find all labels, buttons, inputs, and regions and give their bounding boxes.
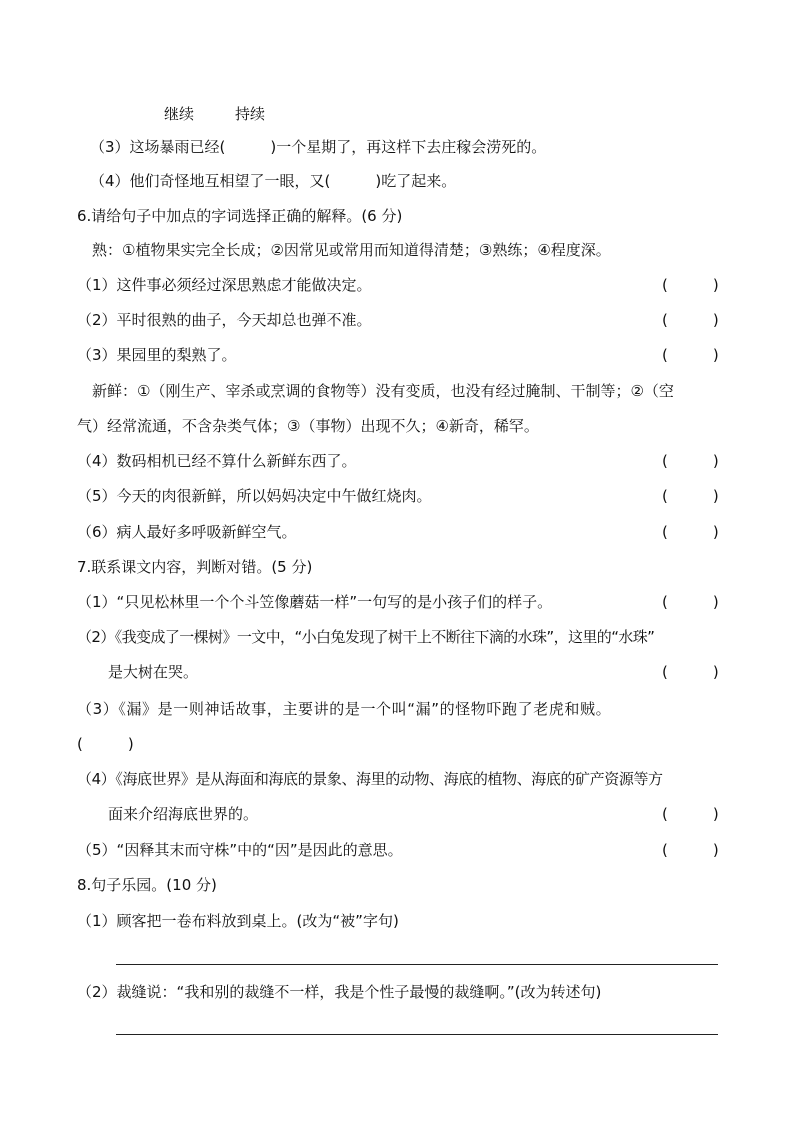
- q7-sentence-3: （3）《漏》是一则神话故事，主要讲的是一个叫“漏”的怪物吓跑了老虎和贼。: [77, 700, 612, 718]
- q5-sentence-4: （4）他们奇怪地互相望了一眼，又( )吃了起来。: [90, 172, 457, 190]
- q6-answer-4[interactable]: ( ): [662, 452, 719, 470]
- q6-sentence-1: （1）这件事必须经过深思熟虑才能做决定。: [77, 276, 372, 294]
- q5-sentence-3: （3）这场暴雨已经( )一个星期了，再这样下去庄稼会涝死的。: [90, 138, 547, 156]
- q6-answer-5[interactable]: ( ): [662, 487, 719, 505]
- word-option-2: 持续: [235, 105, 266, 123]
- q8-answer-line-1[interactable]: [116, 964, 718, 965]
- q7-title: 7.联系课文内容，判断对错。(5 分): [77, 558, 313, 576]
- q7-answer-3[interactable]: ( ): [77, 735, 134, 753]
- q6-sentence-4: （4）数码相机已经不算什么新鲜东西了。: [77, 452, 357, 470]
- q8-title: 8.句子乐园。(10 分): [77, 876, 217, 894]
- q6-answer-6[interactable]: ( ): [662, 523, 719, 541]
- q8-sentence-2: （2）裁缝说：“我和别的裁缝不一样，我是个性子最慢的裁缝啊。”(改为转述句): [77, 983, 602, 1001]
- q7-answer-2[interactable]: ( ): [662, 663, 719, 681]
- word-option-1: 继续: [164, 105, 195, 123]
- q6-xinxian-definition-1: 新鲜：①（刚生产、宰杀或烹调的食物等）没有变质，也没有经过腌制、干制等；②（空: [92, 382, 674, 400]
- q8-sentence-1: （1）顾客把一卷布料放到桌上。(改为“被”字句): [77, 912, 399, 930]
- q6-answer-1[interactable]: ( ): [662, 276, 719, 294]
- q8-answer-line-2[interactable]: [116, 1034, 718, 1035]
- q7-answer-4[interactable]: ( ): [662, 805, 719, 823]
- q6-sentence-3: （3）果园里的梨熟了。: [77, 346, 237, 364]
- q6-title: 6.请给句子中加点的字词选择正确的解释。(6 分): [77, 207, 403, 225]
- q6-answer-2[interactable]: ( ): [662, 311, 719, 329]
- q7-answer-5[interactable]: ( ): [662, 841, 719, 859]
- q6-sentence-6: （6）病人最好多呼吸新鲜空气。: [77, 523, 297, 541]
- q7-sentence-4-line-2: 面来介绍海底世界的。: [108, 805, 259, 823]
- q7-sentence-5: （5）“因释其末而守株”中的“因”是因此的意思。: [77, 841, 403, 859]
- q6-shu-definition: 熟：①植物果实完全长成；②因常见或常用而知道得清楚；③熟练；④程度深。: [92, 241, 611, 259]
- q7-sentence-4-line-1: （4）《海底世界》是从海面和海底的景象、海里的动物、海底的植物、海底的矿产资源等方: [77, 770, 663, 788]
- q7-answer-1[interactable]: ( ): [662, 593, 719, 611]
- q7-sentence-2-line-1: （2）《我变成了一棵树》一文中，“小白兔发现了树干上不断往下滴的水珠”，这里的“水珠”: [77, 628, 655, 646]
- q6-xinxian-definition-2: 气）经常流通，不含杂类气体；③（事物）出现不久；④新奇，稀罕。: [77, 417, 539, 435]
- q6-answer-3[interactable]: ( ): [662, 346, 719, 364]
- q7-sentence-2-line-2: 是大树在哭。: [108, 663, 199, 681]
- q7-sentence-1: （1）“只见松林里一个个斗笠像蘑菇一样”一句写的是小孩子们的样子。: [77, 593, 553, 611]
- q6-sentence-2: （2）平时很熟的曲子，今天却总也弹不准。: [77, 311, 372, 329]
- q6-sentence-5: （5）今天的肉很新鲜，所以妈妈决定中午做红烧肉。: [77, 487, 432, 505]
